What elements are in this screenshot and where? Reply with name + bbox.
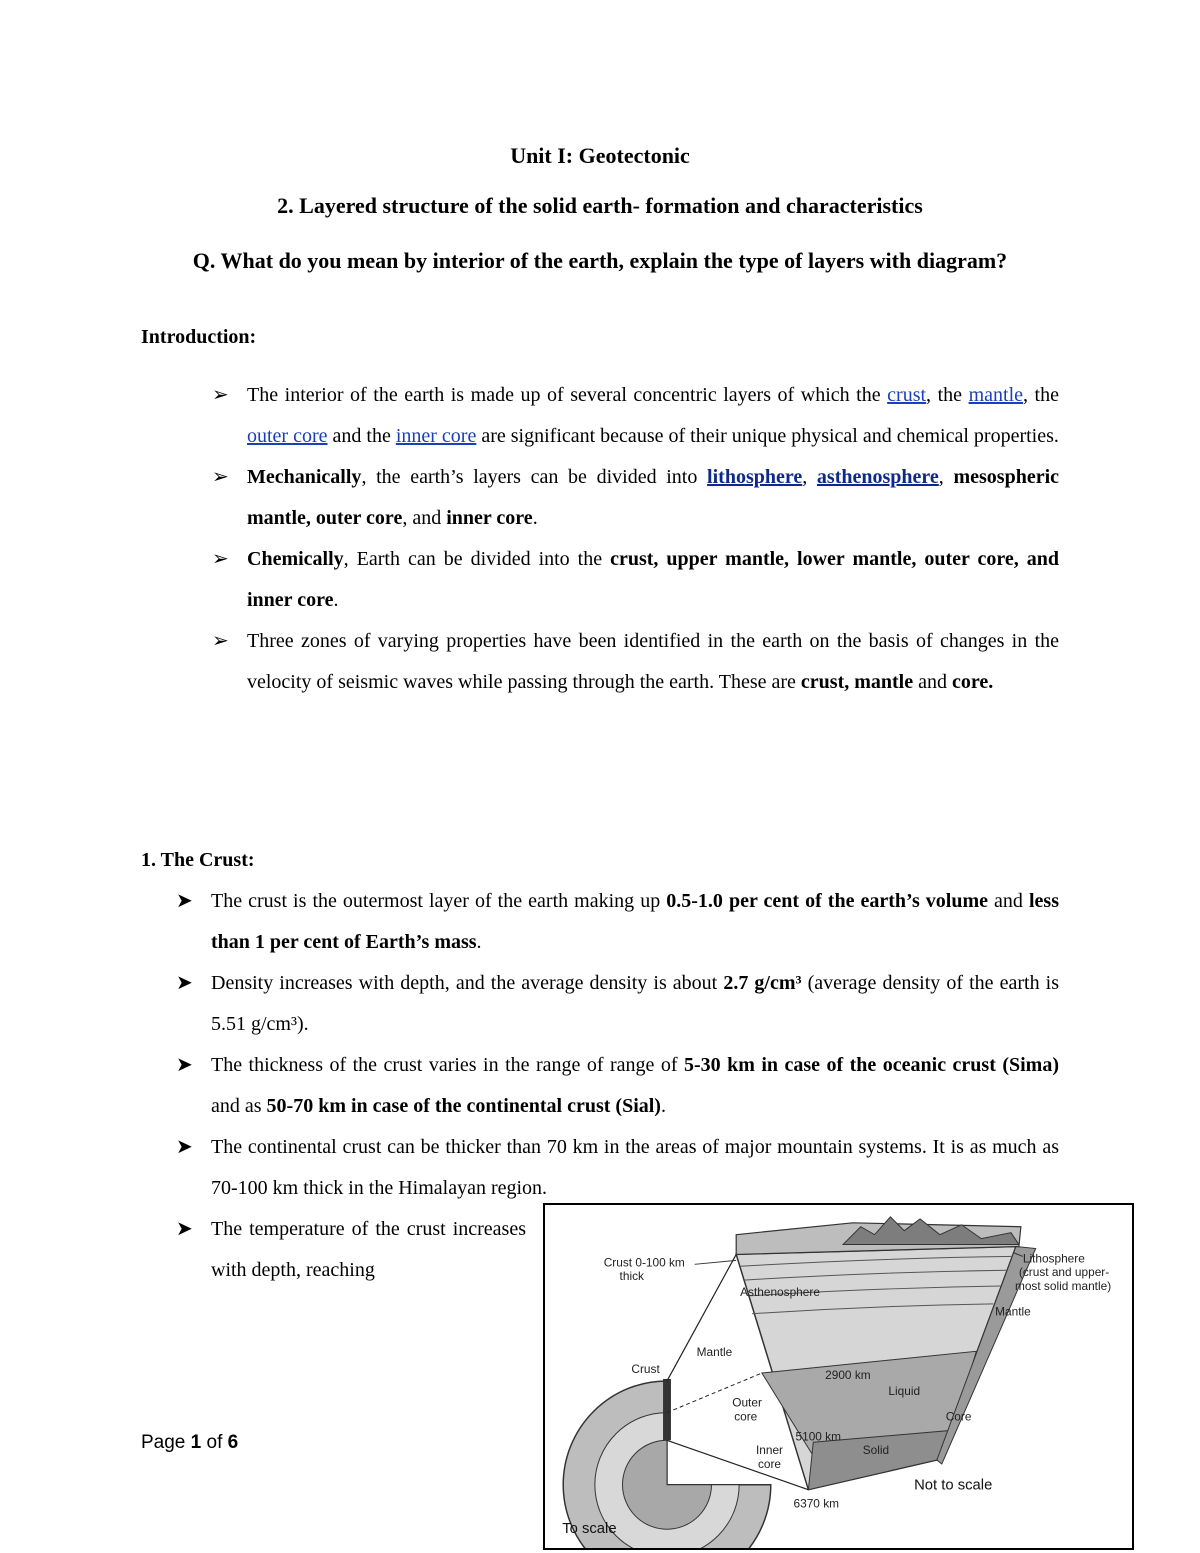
arrow-bullet-icon: ➢: [212, 548, 229, 570]
list-item: ➢ Mechanically, the earth’s layers can be divided into lithosphere, asthenosphere, mesospheric mantle, outer core, and inner core.: [247, 457, 1059, 539]
label-solid: Solid: [862, 1443, 890, 1458]
label-mantle-right: Mantle: [995, 1304, 1031, 1319]
label-depth-2900: 2900 km: [825, 1367, 871, 1382]
label-depth-5100: 5100 km: [795, 1429, 842, 1444]
label-inner-core-2: core: [757, 1456, 782, 1471]
label-not-to-scale: Not to scale: [914, 1477, 993, 1494]
label-crust-thick: Crust 0-100 km: [603, 1255, 685, 1270]
question: Q. What do you mean by interior of the earth, explain the type of layers with diagram?: [192, 248, 1008, 273]
label-mantle-left: Mantle: [696, 1345, 733, 1360]
label-inner-core: Inner: [755, 1443, 783, 1458]
label-crust-thick-2: thick: [619, 1269, 644, 1284]
link-mantle[interactable]: mantle: [968, 384, 1024, 406]
link-inner-core[interactable]: inner core: [395, 425, 477, 447]
label-lithosphere: Lithosphere: [1022, 1251, 1085, 1266]
earth-layers-diagram: [543, 1203, 1134, 1550]
link-asthenosphere[interactable]: asthenosphere: [816, 466, 939, 488]
label-asthenosphere: Asthenosphere: [740, 1284, 820, 1299]
list-item: ➢ The interior of the earth is made up of several concentric layers of which the crust, the mantle, the outer core and the inner core are significant because of their unique physical and chemical properties.: [247, 375, 1059, 457]
label-crust-left: Crust: [631, 1362, 660, 1377]
label-lithosphere-2: (crust and upper-: [1018, 1265, 1110, 1280]
label-outer-core-2: core: [734, 1409, 758, 1424]
page-footer: Page 1 of 6: [141, 1432, 239, 1453]
arrow-bullet-icon: ➢: [212, 466, 229, 488]
arrow-bullet-icon: ➢: [212, 384, 229, 406]
document-subtitle: 2. Layered structure of the solid earth- formation and characteristics: [277, 193, 923, 218]
list-item: ➤ The temperature of the crust increases with depth, reaching: [211, 1209, 526, 1291]
label-to-scale: To scale: [562, 1521, 617, 1538]
arrow-bullet-icon: ➤: [176, 972, 193, 994]
list-item: ➤ Density increases with depth, and the average density is about 2.7 g/cm³ (average density of the earth is 5.51 g/cm³).: [211, 963, 1059, 1045]
arrow-bullet-icon: ➤: [176, 1136, 193, 1158]
link-crust[interactable]: crust: [887, 384, 927, 406]
list-item: ➢ Chemically, Earth can be divided into the crust, upper mantle, lower mantle, outer core, and inner core.: [247, 539, 1059, 621]
list-item: ➢ Three zones of varying properties have been identified in the earth on the basis of changes in the velocity of seismic waves while passing through the earth. These are crust, mantle and core.: [247, 621, 1059, 703]
arrow-bullet-icon: ➤: [176, 1054, 193, 1076]
list-item: ➤ The thickness of the crust varies in the range of range of 5-30 km in case of the oceanic crust (Sima) and as 50-70 km in case of the continental crust (Sial).: [211, 1045, 1059, 1127]
arrow-bullet-icon: ➢: [212, 630, 229, 652]
arrow-bullet-icon: ➤: [176, 890, 193, 912]
label-lithosphere-3: most solid mantle): [1014, 1279, 1112, 1294]
list-item: ➤ The crust is the outermost layer of the earth making up 0.5-1.0 per cent of the earth’s volume and less than 1 per cent of Earth’s mass.: [211, 881, 1059, 963]
arrow-bullet-icon: ➤: [176, 1218, 193, 1240]
list-item: ➤ The continental crust can be thicker than 70 km in the areas of major mountain systems. It is as much as 70-100 km thick in the Himalayan region.: [211, 1127, 1059, 1209]
label-core-right: Core: [945, 1409, 972, 1424]
intro-list: [212, 375, 1060, 703]
label-outer-core: Outer: [732, 1395, 762, 1410]
page-number: 1: [190, 1432, 202, 1453]
intro-heading: Introduction:: [141, 326, 257, 348]
page-total: 6: [227, 1432, 239, 1453]
earth-inner-core-ring: [623, 1440, 712, 1529]
label-liquid: Liquid: [888, 1383, 921, 1398]
link-lithosphere[interactable]: lithosphere: [707, 466, 803, 488]
pointer-line: [695, 1260, 737, 1264]
link-outer-core[interactable]: outer core: [247, 425, 328, 447]
crust-strip: [663, 1379, 671, 1440]
crust-heading: 1. The Crust:: [141, 849, 255, 871]
projection-line: [667, 1440, 808, 1489]
label-depth-6370: 6370 km: [793, 1496, 840, 1511]
earth-diagram-svg: [545, 1205, 1132, 1548]
document-title: Unit I: Geotectonic: [510, 143, 690, 168]
projection-line: [667, 1254, 736, 1381]
